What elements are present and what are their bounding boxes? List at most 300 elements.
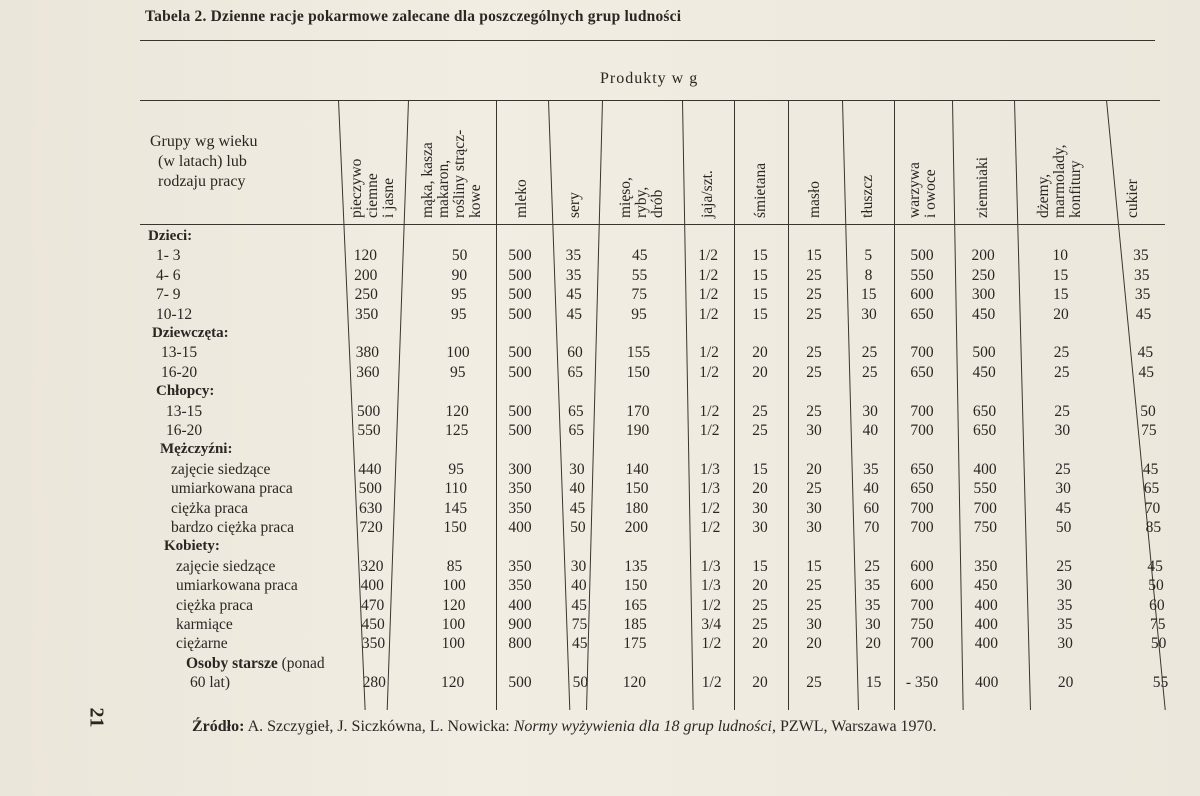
column-header xyxy=(907,162,939,218)
table-cell: 400 xyxy=(974,616,998,633)
group-label: Chłopcy: xyxy=(156,383,215,400)
column-header xyxy=(700,170,716,218)
table-cell: 700 xyxy=(910,519,934,536)
products-header: Produkty w g xyxy=(600,70,699,87)
source-authors: A. Szczygieł, J. Siczkówna, L. Nowicka: xyxy=(247,718,510,735)
table-cell: 25 xyxy=(806,402,822,420)
table-cell: 20 xyxy=(752,674,768,692)
table-cell: 1/2 xyxy=(698,305,719,323)
table-cell: 25 xyxy=(806,674,822,692)
table-cell: 35 xyxy=(1134,266,1150,284)
table-cell: 700 xyxy=(910,596,934,614)
table-cell: 440 xyxy=(358,460,382,478)
table-cell: 150 xyxy=(626,363,650,381)
table-cell: 100 xyxy=(441,635,465,653)
table-cell: 20 xyxy=(752,363,768,381)
table-cell: 20 xyxy=(752,577,768,595)
table-cell: 700 xyxy=(973,499,997,517)
table-cell: 185 xyxy=(623,616,647,633)
table-cell: 45 xyxy=(566,286,582,304)
table-cell: 55 xyxy=(1152,674,1169,692)
column-header xyxy=(807,181,823,218)
table-cell: 15 xyxy=(752,557,768,575)
table-cell: 15 xyxy=(806,557,822,575)
table-cell: 15 xyxy=(1052,286,1069,304)
table-cell: 15 xyxy=(752,247,768,265)
group-label: Dziewczęta: xyxy=(152,325,229,341)
table-cell: 400 xyxy=(974,635,999,653)
row-label: 4- 6 xyxy=(156,266,181,284)
table-cell: 650 xyxy=(972,402,997,420)
table-cell: 60 xyxy=(863,499,880,517)
column-header-line: sery xyxy=(566,192,583,218)
table-cell: 20 xyxy=(1057,674,1074,692)
table-cell: 40 xyxy=(863,480,879,498)
group-column-header xyxy=(142,132,332,192)
table-cell: 25 xyxy=(806,596,822,614)
column-header xyxy=(860,175,876,218)
table-cell: 135 xyxy=(624,557,648,575)
table-cell: 60 xyxy=(567,344,583,362)
table-cell: 700 xyxy=(910,402,934,420)
table-cell: 35 xyxy=(1134,286,1151,304)
table-cell: 1/2 xyxy=(700,499,721,517)
table-cell: 60 xyxy=(1149,596,1165,614)
row-label: bardzo ciężka praca xyxy=(171,519,295,536)
table-cell: 75 xyxy=(1150,616,1166,633)
group-header-line-1: Grupy wg wieku xyxy=(150,133,258,150)
table-cell: 145 xyxy=(443,499,468,517)
column-header xyxy=(753,163,769,218)
table-cell: 400 xyxy=(360,577,384,595)
table-cell: 65 xyxy=(1143,480,1160,498)
table-cell: 700 xyxy=(910,499,934,517)
table-cell: 600 xyxy=(910,577,934,595)
header-top-rule xyxy=(140,100,1160,101)
table-cell: 55 xyxy=(631,266,648,284)
row-label: 10-12 xyxy=(156,305,193,323)
column-header-line: i jasne xyxy=(380,177,397,218)
row-label: ciężka praca xyxy=(176,596,254,614)
column-header-line: drób xyxy=(649,189,666,218)
table-cell: 30 xyxy=(1054,422,1071,439)
table-cell: 650 xyxy=(972,422,997,439)
table-cell: 500 xyxy=(910,247,934,265)
column-header xyxy=(514,179,530,218)
table-cell: 35 xyxy=(565,266,582,284)
table-cell: 35 xyxy=(1056,596,1073,614)
table-cell: 35 xyxy=(565,247,582,265)
table-cell: 175 xyxy=(623,635,647,653)
table-cell: 30 xyxy=(862,402,878,420)
row-label: umiarkowana praca xyxy=(171,480,293,498)
table-cell: 200 xyxy=(354,266,378,284)
table-cell: 90 xyxy=(451,266,468,284)
table-cell: 95 xyxy=(451,286,467,304)
table-cell: 65 xyxy=(568,422,584,439)
column-header-line: tłuszcz xyxy=(859,174,876,218)
table-cell: 500 xyxy=(508,247,532,265)
column-header-line: mleko xyxy=(513,179,530,218)
table-cell: 20 xyxy=(752,344,768,362)
table-cell: 75 xyxy=(631,286,648,304)
table-cell: 25 xyxy=(806,344,822,362)
column-header-line: dżemy, xyxy=(1035,173,1052,218)
table-cell: 70 xyxy=(863,519,880,536)
table-cell: 350 xyxy=(974,557,998,575)
table-cell: 720 xyxy=(359,519,383,536)
table-cell: 20 xyxy=(865,635,881,653)
table-cell: 95 xyxy=(631,305,647,323)
column-header-line: kowe xyxy=(467,184,484,218)
group-label: Kobiety: xyxy=(164,538,220,555)
table-cell: 25 xyxy=(806,266,822,284)
table-cell: 450 xyxy=(972,305,996,323)
table-cell: 500 xyxy=(508,286,532,304)
table-cell: 50 xyxy=(570,519,586,536)
table-cell: 15 xyxy=(752,286,768,304)
column-header-line: mięso, xyxy=(617,177,634,218)
table-cell: 20 xyxy=(806,460,822,478)
table-cell: 45 xyxy=(1147,557,1163,575)
table-cell: 200 xyxy=(624,519,648,536)
column-header xyxy=(349,159,397,218)
column-header xyxy=(618,177,666,218)
table-cell: 700 xyxy=(910,344,934,362)
table-cell: 25 xyxy=(1053,363,1070,381)
table-cell: 45 xyxy=(1142,460,1159,478)
table-cell: 550 xyxy=(973,480,997,498)
table-cell: 15 xyxy=(752,266,768,284)
column-divider xyxy=(1014,100,1031,710)
table-cell: 600 xyxy=(910,286,934,304)
row-label: karmiące xyxy=(176,616,233,633)
table-cell: 15 xyxy=(752,460,768,478)
table-cell: 50 xyxy=(1140,402,1156,420)
row-label: 13-15 xyxy=(161,344,198,362)
table-cell: 350 xyxy=(508,557,532,575)
column-header-line: konfitury xyxy=(1067,160,1084,218)
row-label: 13-15 xyxy=(166,402,203,420)
table-cell: 45 xyxy=(566,305,583,323)
table-cell: 1/3 xyxy=(700,557,721,575)
table-cell: 50 xyxy=(572,674,589,692)
table-cell: 25 xyxy=(806,480,822,498)
table-cell: 25 xyxy=(1054,402,1070,420)
table-cell: 20 xyxy=(806,635,822,653)
table-cell: 30 xyxy=(1056,577,1073,595)
table-cell: 400 xyxy=(974,596,998,614)
table-cell: 25 xyxy=(806,286,822,304)
table-cell: 155 xyxy=(626,344,651,362)
row-label: ciężka praca xyxy=(171,499,249,517)
column-header-line: cukier xyxy=(1124,179,1141,218)
table-cell: 450 xyxy=(972,363,996,381)
column-header-line: i owoce xyxy=(922,169,939,218)
table-cell: 25 xyxy=(806,577,822,595)
table-cell: 650 xyxy=(910,305,934,323)
table-cell: 380 xyxy=(355,344,380,362)
title-rule xyxy=(140,40,1155,41)
table-cell: 15 xyxy=(1052,266,1069,284)
table-cell: 450 xyxy=(361,616,385,633)
table-cell: 25 xyxy=(1056,557,1072,575)
table-cell: 50 xyxy=(1055,519,1072,536)
table-cell: 100 xyxy=(446,344,470,362)
table-cell: 180 xyxy=(624,499,649,517)
elderly-label-line2: 60 lat) xyxy=(190,674,231,692)
table-cell: 1/2 xyxy=(698,266,719,284)
table-cell: 120 xyxy=(440,674,465,692)
table-cell: 95 xyxy=(449,363,466,381)
table-cell: 800 xyxy=(508,635,532,653)
page-number: 21 xyxy=(85,707,108,728)
table-cell: 50 xyxy=(1150,635,1167,653)
row-label: zajęcie siedzące xyxy=(176,557,276,575)
table-cell: 25 xyxy=(1053,344,1070,362)
table-cell: 35 xyxy=(1057,616,1073,633)
source-publisher: , PZWL, Warszawa 1970. xyxy=(771,718,937,735)
table-cell: 30 xyxy=(1057,635,1073,653)
table-cell: 85 xyxy=(446,557,463,575)
table-cell: 900 xyxy=(508,616,532,633)
table-cell: 100 xyxy=(441,616,466,633)
column-header-line: rośliny strącz- xyxy=(451,129,468,218)
table-cell: 400 xyxy=(508,596,532,614)
table-cell: - 350 xyxy=(905,674,939,692)
table-cell: 50 xyxy=(1148,577,1164,595)
row-label: umiarkowana praca xyxy=(176,577,298,595)
table-cell: 25 xyxy=(752,596,768,614)
table-cell: 45 xyxy=(572,635,588,653)
table-cell: 85 xyxy=(1145,519,1162,536)
table-cell: 30 xyxy=(752,499,768,517)
table-cell: 65 xyxy=(568,402,584,420)
elderly-label-rest: (ponad xyxy=(277,654,325,672)
table-cell: 470 xyxy=(361,596,385,614)
table-cell: 170 xyxy=(626,402,650,420)
table-cell: 550 xyxy=(357,422,381,439)
table-cell: 65 xyxy=(567,363,583,381)
elderly-label xyxy=(186,655,325,673)
table-cell: 200 xyxy=(971,247,995,265)
table-cell: 190 xyxy=(625,422,650,439)
table-cell: 500 xyxy=(508,363,532,381)
column-header-line: mąka, kasza xyxy=(419,142,436,218)
table-cell: 30 xyxy=(752,519,768,536)
table-cell: 150 xyxy=(443,519,467,536)
table-cell: 350 xyxy=(354,305,379,323)
column-header xyxy=(975,157,991,218)
table-cell: 30 xyxy=(865,616,881,633)
table-cell: 500 xyxy=(508,402,532,420)
table-cell: 1/2 xyxy=(699,422,720,439)
column-header xyxy=(1036,145,1084,218)
table-cell: 25 xyxy=(752,422,768,439)
table-title: Tabela 2. Dzienne racje pokarmowe zalecane dla poszczególnych grup ludności xyxy=(145,8,682,25)
column-header-line: marmolady, xyxy=(1051,144,1068,218)
table-cell: 320 xyxy=(360,557,384,575)
table-cell: 700 xyxy=(910,635,934,653)
table-cell: 250 xyxy=(971,266,995,284)
table-cell: 500 xyxy=(508,422,532,439)
table-cell: 350 xyxy=(508,480,532,498)
table-cell: 1/2 xyxy=(698,247,719,265)
table-cell: 25 xyxy=(861,344,878,362)
table-cell: 30 xyxy=(569,460,585,478)
table-cell: 75 xyxy=(1141,422,1157,439)
table-cell: 550 xyxy=(910,266,934,284)
table-cell: 280 xyxy=(362,674,386,692)
row-label: 16-20 xyxy=(161,363,198,381)
table-cell: 700 xyxy=(910,422,934,439)
table-cell: 25 xyxy=(806,305,822,323)
table-cell: 45 xyxy=(1138,363,1154,381)
table-cell: 30 xyxy=(1055,480,1071,498)
table-cell: 120 xyxy=(622,674,647,692)
table-cell: 35 xyxy=(1133,247,1149,265)
table-cell: 350 xyxy=(361,635,386,653)
table-cell: 1/2 xyxy=(701,674,722,692)
table-cell: 150 xyxy=(624,577,648,595)
table-cell: 150 xyxy=(625,480,649,498)
table-cell: 20 xyxy=(752,635,768,653)
table-cell: 120 xyxy=(353,247,378,265)
table-cell: 1/2 xyxy=(699,363,720,381)
table-cell: 25 xyxy=(1055,460,1071,478)
table-cell: 630 xyxy=(359,499,383,517)
table-cell: 45 xyxy=(1055,499,1072,517)
table-cell: 750 xyxy=(973,519,998,536)
table-cell: 360 xyxy=(356,363,380,381)
table-cell: 500 xyxy=(357,402,381,420)
table-cell: 400 xyxy=(975,674,999,692)
table-cell: 20 xyxy=(1053,305,1069,323)
table-cell: 30 xyxy=(570,557,587,575)
table-cell: 25 xyxy=(752,616,768,633)
column-header xyxy=(1125,179,1141,218)
table-cell: 50 xyxy=(451,247,468,265)
table-cell: 45 xyxy=(571,596,587,614)
table-cell: 1/2 xyxy=(699,344,719,362)
elderly-label-bold: Osoby starsze xyxy=(186,654,278,672)
table-cell: 35 xyxy=(864,596,881,614)
source-label: Źródło: xyxy=(192,718,245,735)
source-note xyxy=(192,718,937,736)
table-cell: 45 xyxy=(1135,305,1152,323)
column-header xyxy=(420,130,484,218)
table-cell: 15 xyxy=(806,247,822,265)
group-label: Mężczyźni: xyxy=(160,441,233,458)
row-label: 1- 3 xyxy=(156,247,181,265)
table-cell: 25 xyxy=(864,557,880,575)
table-cell: 120 xyxy=(445,402,469,420)
table-cell: 20 xyxy=(752,480,768,498)
table-cell: 500 xyxy=(358,480,382,498)
column-header-line: masło xyxy=(806,180,823,218)
table-cell: 35 xyxy=(863,460,879,478)
table-cell: 350 xyxy=(508,499,532,517)
table-cell: 10 xyxy=(1052,247,1068,265)
column-header-line: warzywa xyxy=(906,162,923,218)
table-cell: 100 xyxy=(442,577,466,595)
column-header xyxy=(567,192,583,218)
table-cell: 30 xyxy=(806,616,822,633)
table-cell: 500 xyxy=(508,266,532,284)
table-cell: 450 xyxy=(974,577,998,595)
table-cell: 300 xyxy=(971,286,996,304)
table-cell: 30 xyxy=(806,519,822,536)
table-cell: 95 xyxy=(448,460,464,478)
column-header-line: ziemniaki xyxy=(974,156,991,218)
table-cell: 650 xyxy=(910,460,934,478)
table-cell: 600 xyxy=(910,557,934,575)
table-cell: 250 xyxy=(354,286,378,304)
table-cell: 45 xyxy=(569,499,586,517)
table-cell: 8 xyxy=(864,266,873,284)
column-header-line: ciemne xyxy=(364,173,381,218)
table-cell: 120 xyxy=(442,596,466,614)
table-cell: 1/2 xyxy=(701,635,722,653)
table-cell: 35 xyxy=(864,577,881,595)
source-work-title: Normy wyżywienia dla 18 grup ludności xyxy=(513,718,772,735)
table-cell: 70 xyxy=(1144,499,1161,517)
table-cell: 25 xyxy=(806,363,822,381)
table-cell: 350 xyxy=(508,577,532,595)
table-cell: 3/4 xyxy=(701,616,722,633)
table-cell: 75 xyxy=(571,616,588,633)
row-label: 7- 9 xyxy=(156,286,181,304)
table-cell: 500 xyxy=(508,344,532,362)
row-label: ciężarne xyxy=(176,635,228,653)
table-cell: 25 xyxy=(752,402,768,420)
table-cell: 25 xyxy=(861,363,878,381)
table-cell: 30 xyxy=(806,422,822,439)
row-label: 16-20 xyxy=(166,422,203,439)
table-cell: 40 xyxy=(862,422,879,439)
table-cell: 40 xyxy=(569,480,585,498)
table-cell: 1/2 xyxy=(701,596,721,614)
table-cell: 40 xyxy=(571,577,587,595)
table-cell: 15 xyxy=(865,674,882,692)
table-cell: 165 xyxy=(623,596,648,614)
table-cell: 45 xyxy=(632,247,648,265)
table-cell: 30 xyxy=(861,305,877,323)
header-bottom-rule xyxy=(140,224,1165,225)
table-cell: 45 xyxy=(1137,344,1154,362)
table-cell: 1/3 xyxy=(701,577,721,595)
column-header-line: jaja/szt. xyxy=(699,170,716,218)
table-cell: 750 xyxy=(910,616,934,633)
column-header-line: śmietana xyxy=(752,162,769,218)
column-header-line: makaron, xyxy=(435,159,452,218)
table-cell: 1/2 xyxy=(700,519,721,536)
column-header-line: ryby, xyxy=(633,186,650,218)
table-cell: 110 xyxy=(444,480,468,498)
table-cell: 500 xyxy=(972,344,996,362)
table-cell: 300 xyxy=(508,460,532,478)
table-cell: 1/3 xyxy=(700,460,720,478)
group-header-line-2: (w latach) lub xyxy=(158,153,247,170)
group-header-line-3: rodzaju pracy xyxy=(158,173,246,190)
table-cell: 125 xyxy=(445,422,469,439)
table-cell: 15 xyxy=(860,286,877,304)
table-cell: 500 xyxy=(508,305,532,323)
table-cell: 400 xyxy=(508,519,532,536)
table-cell: 95 xyxy=(450,305,467,323)
table-cell: 400 xyxy=(973,460,997,478)
row-label: zajęcie siedzące xyxy=(171,460,271,478)
